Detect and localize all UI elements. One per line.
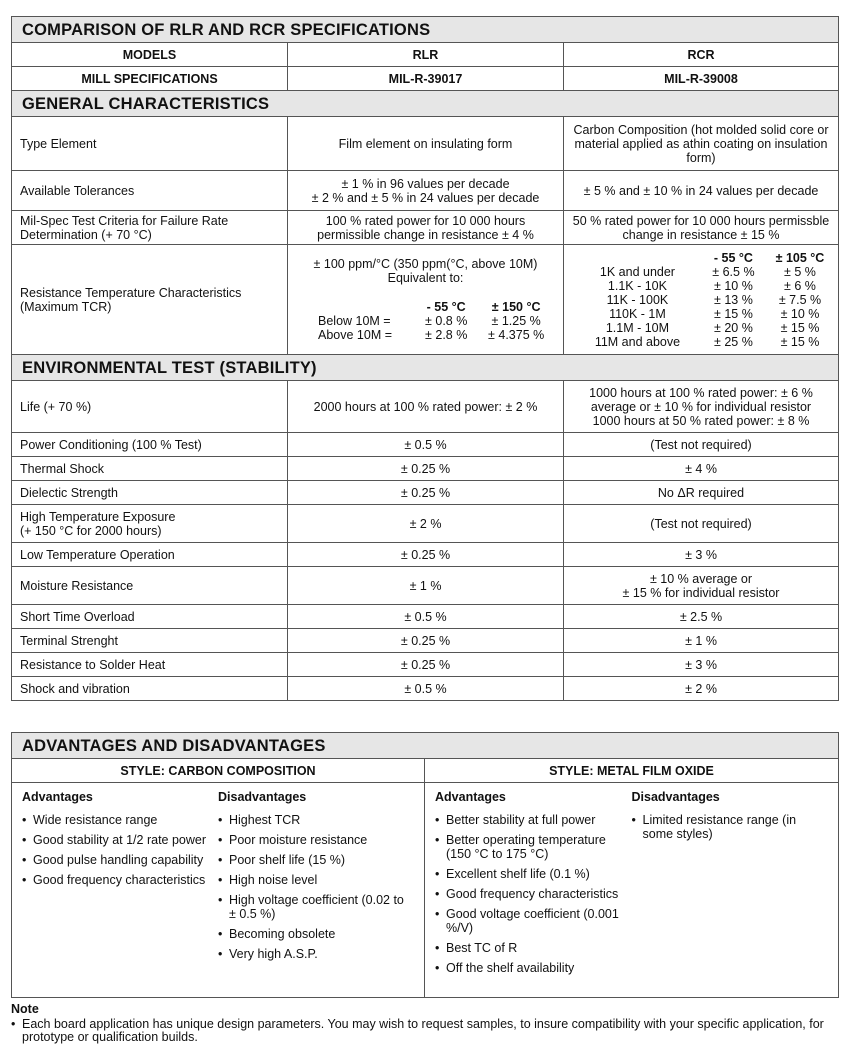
overload-rcr: ± 2.5 % [564, 605, 839, 629]
tcr-rcr-a: ± 10 % [714, 278, 753, 293]
life-rcr-line3: 1000 hours at 50 % rated power: ± 8 % [592, 413, 810, 428]
moisture-rlr: ± 1 % [288, 567, 564, 605]
tolerances-rlr [288, 171, 564, 211]
comparison-table [11, 16, 839, 701]
list-item: • Very high A.S.P. [218, 947, 414, 961]
power-rlr: ± 0.5 % [288, 433, 564, 457]
note-section [11, 1003, 841, 1044]
tcr-rlr-head1: ± 100 ppm/°C (350 ppm(°C, above 10M) [313, 257, 538, 271]
terminal-label: Terminal Strenght [12, 629, 288, 653]
tcr-rcr-range: 110K - 1M [609, 306, 666, 321]
tcr-rlr-b: ± 4.375 % [488, 328, 545, 342]
overload-label: Short Time Overload [12, 605, 288, 629]
life-rcr-line2: average or ± 10 % for individual resistor [590, 399, 812, 414]
dielectic-rlr: ± 0.25 % [288, 481, 564, 505]
list-item: • Good frequency characteristics [435, 887, 632, 901]
note-text: • Each board application has unique design parameters. You may wish to request samples, to insure compatibility with your specific application, for prototype or qualification builds. [11, 1018, 841, 1044]
list-item: • Better stability at full power [435, 813, 632, 827]
tcr-rcr-table [576, 251, 832, 349]
list-item: • Poor shelf life (15 %) [218, 853, 414, 867]
tcr-rcr-range: 1K and under [599, 264, 675, 279]
carbon-panel [12, 783, 425, 998]
dielectic-label: Dielectic Strength [12, 481, 288, 505]
tcr-rlr [288, 245, 564, 355]
list-item: • High noise level [218, 873, 414, 887]
terminal-rlr: ± 0.25 % [288, 629, 564, 653]
list-item: • Poor moisture resistance [218, 833, 414, 847]
lowtemp-rlr: ± 0.25 % [288, 543, 564, 567]
thermal-rcr: ± 4 % [564, 457, 839, 481]
type-element-rlr: Film element on insulating form [288, 117, 564, 171]
hightemp-rcr: (Test not required) [564, 505, 839, 543]
list-item: • Off the shelf availability [435, 961, 632, 975]
life-rcr [564, 381, 839, 433]
moisture-rcr [564, 567, 839, 605]
type-element-rcr: Carbon Composition (hot molded solid core or material applied as athin coating on insulation form) [564, 117, 839, 171]
tolerances-label: Available Tolerances [12, 171, 288, 211]
moisture-label: Moisture Resistance [12, 567, 288, 605]
thermal-rlr: ± 0.25 % [288, 457, 564, 481]
tcr-rcr [564, 245, 839, 355]
tcr-rcr-b: ± 5 % [784, 264, 816, 279]
list-item: • Best TC of R [435, 941, 632, 955]
tcr-rlr-a: ± 0.8 % [425, 314, 468, 328]
carbon-dis-title: Disadvantages [218, 790, 307, 804]
solder-label: Resistance to Solder Heat [12, 653, 288, 677]
metal-advantages [435, 787, 632, 981]
metal-style: STYLE: METAL FILM OXIDE [425, 759, 839, 783]
moisture-rcr-line2: ± 15 % for individual resistor [622, 585, 780, 600]
mill-rcr: MIL-R-39008 [564, 67, 839, 91]
type-element-label: Type Element [12, 117, 288, 171]
shock-label: Shock and vibration [12, 677, 288, 701]
models-rcr: RCR [564, 43, 839, 67]
tcr-rcr-range: 11K - 100K [606, 292, 669, 307]
list-item: • Limited resistance range (in some styles) [632, 813, 829, 841]
tcr-rcr-b: ± 15 % [780, 320, 820, 335]
tcr-rlr-range: Above 10M = [318, 328, 393, 342]
tcr-rcr-b: ± 7.5 % [778, 292, 822, 307]
environmental-heading: ENVIRONMENTAL TEST (STABILITY) [12, 355, 839, 381]
hightemp-label [12, 505, 288, 543]
life-label: Life (+ 70 %) [12, 381, 288, 433]
moisture-rcr-line1: ± 10 % average or [649, 571, 753, 586]
hightemp-label-line1: High Temperature Exposure [20, 509, 176, 524]
table-title: COMPARISON OF RLR AND RCR SPECIFICATIONS [12, 17, 839, 43]
tcr-rcr-b: ± 10 % [780, 306, 820, 321]
metal-dis-title: Disadvantages [631, 790, 720, 804]
tcr-rlr-col1: - 55 °C [426, 300, 466, 314]
list-item: • Excellent shelf life (0.1 %) [435, 867, 632, 881]
metal-disadvantages [632, 787, 829, 981]
list-item: • Good frequency characteristics [22, 873, 218, 887]
tcr-rcr-a: ± 25 % [714, 334, 753, 349]
lowtemp-rcr: ± 3 % [564, 543, 839, 567]
tcr-rlr-head2: Equivalent to: [387, 271, 464, 285]
mill-rlr: MIL-R-39017 [288, 67, 564, 91]
life-rcr-line1: 1000 hours at 100 % rated power: ± 6 % [589, 385, 813, 400]
list-item: • Good pulse handling capability [22, 853, 218, 867]
tcr-rcr-a: ± 6.5 % [712, 264, 755, 279]
lowtemp-label: Low Temperature Operation [12, 543, 288, 567]
tolerances-rcr: ± 5 % and ± 10 % in 24 values per decade [564, 171, 839, 211]
tcr-rcr-b: ± 15 % [780, 334, 820, 349]
power-rcr: (Test not required) [564, 433, 839, 457]
metal-adv-title: Advantages [435, 790, 506, 804]
thermal-label: Thermal Shock [12, 457, 288, 481]
carbon-advantages [22, 787, 218, 967]
note-title: Note [11, 1002, 39, 1016]
tcr-rcr-a: ± 13 % [714, 292, 753, 307]
failure-label: Mil-Spec Test Criteria for Failure Rate Determination (+ 70 °C) [12, 211, 288, 245]
list-item: • Good stability at 1/2 rate power [22, 833, 218, 847]
solder-rcr: ± 3 % [564, 653, 839, 677]
tcr-rcr-col2: ± 105 °C [775, 250, 825, 265]
tcr-rcr-range: 1.1K - 10K [607, 278, 667, 293]
tcr-label: Resistance Temperature Characteristics (Maximum TCR) [12, 245, 288, 355]
advantages-table [11, 732, 839, 998]
general-heading: GENERAL CHARACTERISTICS [12, 91, 839, 117]
tolerances-rlr-line2: ± 2 % and ± 5 % in 24 values per decade [311, 190, 540, 205]
list-item: • Wide resistance range [22, 813, 218, 827]
terminal-rcr: ± 1 % [564, 629, 839, 653]
list-item: • Highest TCR [218, 813, 414, 827]
tolerances-rlr-line1: ± 1 % in 96 values per decade [341, 176, 510, 191]
metal-panel [425, 783, 839, 998]
carbon-style: STYLE: CARBON COMPOSITION [12, 759, 425, 783]
list-item: • High voltage coefficient (0.02 to ± 0.5 %) [218, 893, 414, 921]
tcr-rlr-a: ± 2.8 % [425, 328, 468, 342]
power-label: Power Conditioning (100 % Test) [12, 433, 288, 457]
carbon-adv-title: Advantages [22, 790, 93, 804]
tcr-rlr-table [296, 300, 555, 342]
failure-rlr: 100 % rated power for 10 000 hours permissible change in resistance ± 4 % [288, 211, 564, 245]
tcr-rlr-b: ± 1.25 % [491, 314, 541, 328]
shock-rcr: ± 2 % [564, 677, 839, 701]
life-rlr: 2000 hours at 100 % rated power: ± 2 % [288, 381, 564, 433]
solder-rlr: ± 0.25 % [288, 653, 564, 677]
mill-label: MILL SPECIFICATIONS [12, 67, 288, 91]
models-label: MODELS [12, 43, 288, 67]
tcr-rlr-col2: ± 150 °C [491, 300, 541, 314]
hightemp-rlr: ± 2 % [288, 505, 564, 543]
failure-rcr: 50 % rated power for 10 000 hours permissble change in resistance ± 15 % [564, 211, 839, 245]
advantages-heading: ADVANTAGES AND DISADVANTAGES [12, 733, 839, 759]
tcr-rcr-b: ± 6 % [784, 278, 816, 293]
tcr-rcr-a: ± 20 % [714, 320, 753, 335]
carbon-disadvantages [218, 787, 414, 967]
list-item: • Becoming obsolete [218, 927, 414, 941]
tcr-rcr-a: ± 15 % [714, 306, 753, 321]
tcr-rcr-range: 11M and above [594, 334, 681, 349]
tcr-rlr-range: Below 10M = [318, 314, 391, 328]
tcr-rcr-col1: - 55 °C [713, 250, 753, 265]
list-item: • Better operating temperature (150 °C to 175 °C) [435, 833, 632, 861]
overload-rlr: ± 0.5 % [288, 605, 564, 629]
shock-rlr: ± 0.5 % [288, 677, 564, 701]
list-item: • Good voltage coefficient (0.001 %/V) [435, 907, 632, 935]
models-rlr: RLR [288, 43, 564, 67]
dielectic-rcr: No ΔR required [564, 481, 839, 505]
hightemp-label-line2: (+ 150 °C for 2000 hours) [20, 523, 162, 538]
tcr-rcr-range: 1.1M - 10M [605, 320, 670, 335]
